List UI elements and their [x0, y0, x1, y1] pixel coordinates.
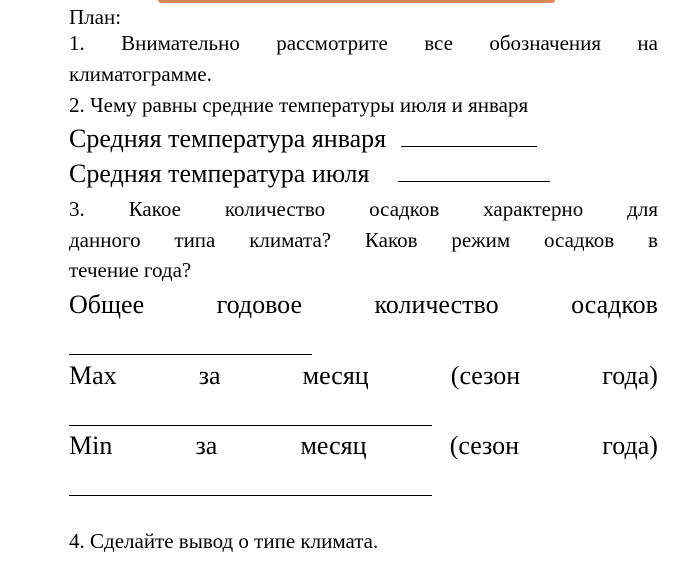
word: характерно — [483, 197, 584, 221]
january-answer-blank[interactable] — [401, 145, 537, 147]
word: Min — [69, 431, 113, 460]
word: данного — [69, 228, 141, 252]
word: климата? — [249, 228, 332, 252]
word: количество — [224, 197, 326, 221]
max-month-line — [69, 361, 658, 391]
item2-text: 2. Чему равны средние температуры июля и января — [69, 93, 529, 117]
word: в — [648, 228, 658, 252]
word: 3. — [69, 197, 85, 221]
word: годовое — [216, 290, 303, 319]
item1-line1 — [69, 31, 658, 56]
word: года) — [602, 361, 658, 390]
word: рассмотрите — [276, 31, 388, 55]
word: Общее — [69, 290, 145, 319]
item3-line2 — [69, 228, 658, 253]
word: года) — [602, 431, 658, 460]
january-temperature-line — [69, 124, 658, 154]
january-label: Средняя температура января — [69, 124, 387, 153]
word: Внимательно — [121, 31, 240, 55]
july-answer-blank[interactable] — [398, 180, 550, 182]
july-label: Средняя температура июля — [69, 159, 370, 188]
word: количество — [374, 290, 499, 319]
top-decoration-bar — [158, 0, 555, 3]
word: за — [198, 361, 221, 390]
word: Max — [69, 361, 117, 390]
total-precipitation-answer-blank[interactable] — [69, 354, 312, 355]
word: (сезон — [450, 361, 521, 390]
item1-line2: климатограмме. — [69, 62, 212, 86]
plan-heading: План: — [69, 5, 122, 29]
word: Какое — [128, 197, 181, 221]
word: за — [195, 431, 218, 460]
word: месяц — [300, 431, 367, 460]
word: обозначения — [489, 31, 602, 55]
word: Каков — [364, 228, 418, 252]
item4-text: 4. Сделайте вывод о типе климата. — [69, 529, 379, 553]
word: осадков — [544, 228, 615, 252]
word: типа — [174, 228, 216, 252]
word: месяц — [302, 361, 369, 390]
item3-line3: течение года? — [69, 258, 192, 282]
word: режим — [451, 228, 511, 252]
min-month-line — [69, 431, 658, 461]
word: все — [424, 31, 453, 55]
max-month-answer-blank[interactable] — [69, 425, 432, 426]
word: на — [637, 31, 658, 55]
july-temperature-line — [69, 159, 658, 189]
total-precipitation-line — [69, 290, 658, 320]
word: осадков — [571, 290, 658, 319]
item3-line1 — [69, 197, 658, 222]
word: осадков — [369, 197, 440, 221]
word: 1. — [69, 31, 85, 55]
word: для — [627, 197, 658, 221]
word: (сезон — [449, 431, 520, 460]
min-month-answer-blank[interactable] — [69, 495, 432, 496]
